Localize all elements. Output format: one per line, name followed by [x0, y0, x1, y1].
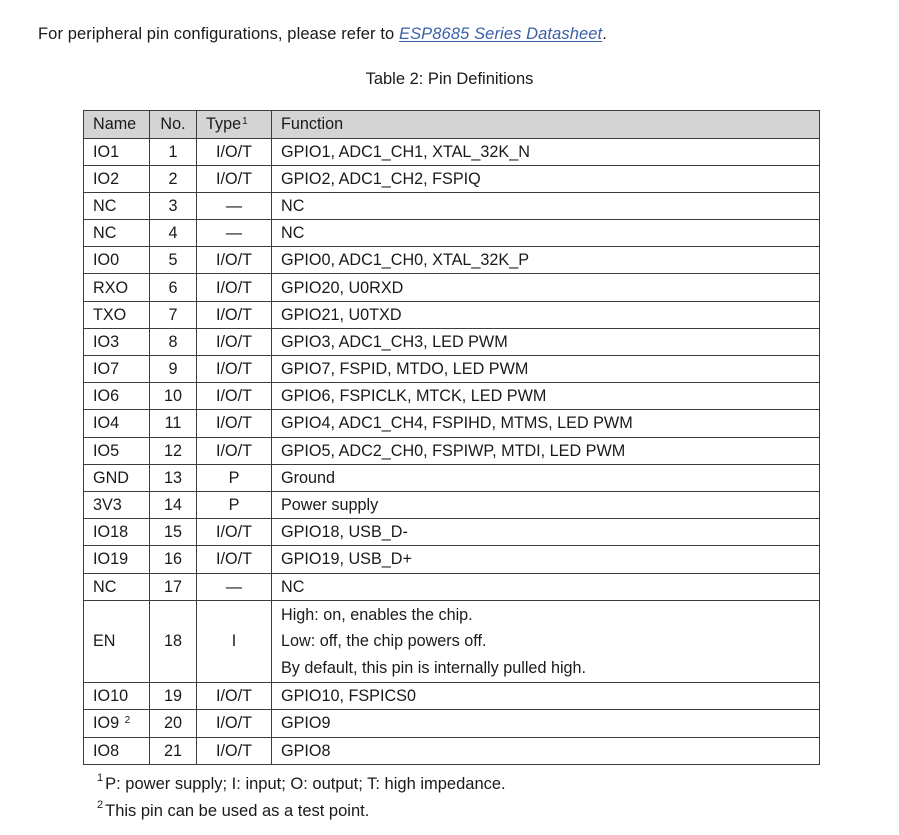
cell-type: I/O/T [197, 247, 272, 274]
cell-function: GPIO19, USB_D+ [272, 546, 820, 573]
cell-type: I/O/T [197, 274, 272, 301]
datasheet-link[interactable]: ESP8685 Series Datasheet [398, 25, 603, 43]
cell-type: I/O/T [197, 328, 272, 355]
cell-no: 3 [150, 192, 197, 219]
cell-type: I/O/T [197, 138, 272, 165]
table-row [84, 491, 820, 518]
cell-function: Ground [272, 464, 820, 491]
cell-function: GPIO5, ADC2_CH0, FSPIWP, MTDI, LED PWM [272, 437, 820, 464]
cell-name: IO18 [84, 519, 150, 546]
table-row [84, 328, 820, 355]
pin-definitions-table [83, 110, 820, 765]
table-row [84, 247, 820, 274]
cell-type: I/O/T [197, 737, 272, 764]
function-line: Low: off, the chip powers off. [281, 632, 487, 651]
cell-function: NC [272, 192, 820, 219]
cell-function: GPIO18, USB_D- [272, 519, 820, 546]
cell-no: 18 [150, 600, 197, 683]
cell-name: IO5 [84, 437, 150, 464]
intro-period: . [602, 25, 607, 43]
cell-no: 20 [150, 710, 197, 737]
footnote-2 [97, 799, 370, 821]
cell-function: GPIO7, FSPID, MTDO, LED PWM [272, 356, 820, 383]
cell-type: I/O/T [197, 410, 272, 437]
cell-name: GND [84, 464, 150, 491]
cell-no: 9 [150, 356, 197, 383]
table-row [84, 737, 820, 764]
cell-no: 12 [150, 437, 197, 464]
cell-type: I/O/T [197, 519, 272, 546]
footnote-1 [97, 772, 506, 794]
footnote-text: This pin can be used as a test point. [105, 802, 370, 820]
table-row [84, 192, 820, 219]
cell-type: I/O/T [197, 301, 272, 328]
cell-name-label: IO9 [93, 714, 120, 733]
cell-type: I/O/T [197, 356, 272, 383]
cell-name: TXO [84, 301, 150, 328]
table-row [84, 437, 820, 464]
cell-no: 2 [150, 165, 197, 192]
cell-type: — [197, 220, 272, 247]
table-row [84, 683, 820, 710]
cell-type: P [197, 464, 272, 491]
footnote-mark: 2 [97, 799, 104, 811]
function-line: By default, this pin is internally pulled high. [281, 658, 587, 677]
cell-type: I/O/T [197, 383, 272, 410]
table-row [84, 383, 820, 410]
table-row [84, 356, 820, 383]
footnote-text: P: power supply; I: input; O: output; T: high impedance. [105, 775, 506, 793]
cell-function [272, 600, 820, 683]
cell-name: IO1 [84, 138, 150, 165]
table-row [84, 410, 820, 437]
cell-function: GPIO20, U0RXD [272, 274, 820, 301]
cell-no: 1 [150, 138, 197, 165]
cell-no: 7 [150, 301, 197, 328]
cell-type: I/O/T [197, 437, 272, 464]
cell-function: GPIO6, FSPICLK, MTCK, LED PWM [272, 383, 820, 410]
cell-function: GPIO4, ADC1_CH4, FSPIHD, MTMS, LED PWM [272, 410, 820, 437]
cell-no: 13 [150, 464, 197, 491]
cell-function: NC [272, 573, 820, 600]
cell-no: 19 [150, 683, 197, 710]
cell-no: 16 [150, 546, 197, 573]
cell-type: — [197, 573, 272, 600]
table-row [84, 138, 820, 165]
header-type-label: Type [206, 115, 242, 134]
function-line: High: on, enables the chip. [281, 605, 473, 624]
cell-no: 4 [150, 220, 197, 247]
header-function: Function [272, 111, 820, 139]
cell-name: IO0 [84, 247, 150, 274]
cell-type: I/O/T [197, 546, 272, 573]
table-row [84, 464, 820, 491]
cell-no: 11 [150, 410, 197, 437]
cell-no: 17 [150, 573, 197, 600]
cell-name: RXO [84, 274, 150, 301]
cell-name: EN [84, 600, 150, 683]
header-type [197, 111, 272, 139]
cell-type: I/O/T [197, 683, 272, 710]
table-row [84, 165, 820, 192]
cell-function: GPIO10, FSPICS0 [272, 683, 820, 710]
cell-name [84, 710, 150, 737]
cell-no: 15 [150, 519, 197, 546]
cell-function: NC [272, 220, 820, 247]
table-row [84, 600, 820, 683]
cell-type: I [197, 600, 272, 683]
table-row [84, 573, 820, 600]
cell-name: IO7 [84, 356, 150, 383]
cell-name: IO4 [84, 410, 150, 437]
cell-name: NC [84, 192, 150, 219]
cell-name: NC [84, 220, 150, 247]
cell-type: I/O/T [197, 165, 272, 192]
cell-name: IO10 [84, 683, 150, 710]
cell-no: 8 [150, 328, 197, 355]
header-no: No. [150, 111, 197, 139]
cell-name: 3V3 [84, 491, 150, 518]
cell-function: GPIO1, ADC1_CH1, XTAL_32K_N [272, 138, 820, 165]
table-row [84, 274, 820, 301]
table-row [84, 710, 820, 737]
table-row [84, 546, 820, 573]
cell-function: GPIO9 [272, 710, 820, 737]
table-row [84, 519, 820, 546]
cell-name: IO3 [84, 328, 150, 355]
header-name: Name [84, 111, 150, 139]
cell-function: GPIO3, ADC1_CH3, LED PWM [272, 328, 820, 355]
intro-paragraph [38, 25, 607, 44]
cell-no: 5 [150, 247, 197, 274]
cell-function: GPIO0, ADC1_CH0, XTAL_32K_P [272, 247, 820, 274]
cell-type: I/O/T [197, 710, 272, 737]
cell-function: GPIO8 [272, 737, 820, 764]
cell-no: 21 [150, 737, 197, 764]
name-footnote-mark: 2 [124, 715, 131, 727]
table-header-row [84, 111, 820, 139]
intro-text: For peripheral pin configurations, please refer to [38, 25, 399, 43]
cell-no: 10 [150, 383, 197, 410]
cell-name: NC [84, 573, 150, 600]
table-row [84, 301, 820, 328]
cell-no: 14 [150, 491, 197, 518]
table-caption: Table 2: Pin Definitions [365, 70, 534, 88]
cell-function: GPIO2, ADC1_CH2, FSPIQ [272, 165, 820, 192]
cell-function: GPIO21, U0TXD [272, 301, 820, 328]
cell-name: IO6 [84, 383, 150, 410]
cell-no: 6 [150, 274, 197, 301]
table-row [84, 220, 820, 247]
cell-function: Power supply [272, 491, 820, 518]
cell-type: — [197, 192, 272, 219]
cell-name: IO8 [84, 737, 150, 764]
footnote-mark: 1 [97, 772, 104, 784]
cell-type: P [197, 491, 272, 518]
header-type-footnote-mark: 1 [242, 116, 248, 128]
cell-name: IO19 [84, 546, 150, 573]
cell-name: IO2 [84, 165, 150, 192]
